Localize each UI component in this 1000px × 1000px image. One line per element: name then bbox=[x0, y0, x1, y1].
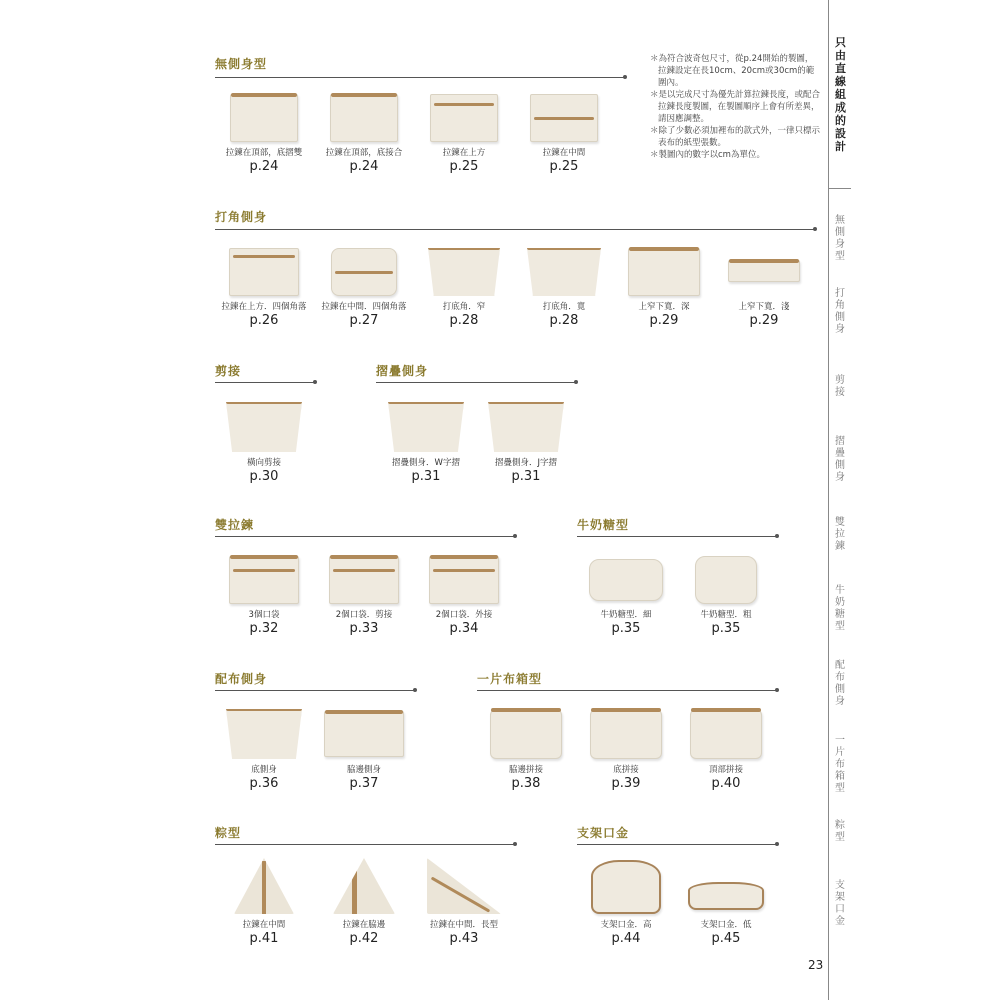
section-folded-gusset bbox=[376, 362, 428, 379]
pouch-image bbox=[329, 556, 399, 604]
item-page[interactable]: p.45 bbox=[711, 931, 741, 946]
item-card[interactable] bbox=[581, 556, 671, 636]
item-page[interactable]: p.43 bbox=[449, 931, 479, 946]
pouch-image bbox=[330, 94, 398, 142]
side-tab-7[interactable]: 配布側身 bbox=[835, 660, 845, 707]
pouch-image bbox=[527, 248, 601, 296]
item-caption: 支架口金．高 bbox=[600, 920, 652, 930]
item-page[interactable]: p.30 bbox=[249, 469, 279, 484]
pouch-image bbox=[628, 248, 700, 296]
item-card[interactable] bbox=[581, 709, 671, 791]
section-title: 牛奶糖型 bbox=[577, 518, 630, 532]
item-page[interactable]: p.42 bbox=[349, 931, 379, 946]
item-page[interactable]: p.26 bbox=[249, 313, 279, 328]
note-4: ＊製圖內的數字以cm為單位。 bbox=[650, 150, 765, 160]
item-page[interactable]: p.24 bbox=[249, 159, 279, 174]
item-caption: 脇邊側身 bbox=[346, 765, 381, 775]
item-card[interactable] bbox=[219, 709, 309, 791]
note-2: ＊是以完成尺寸為優先計算拉鍊長度，或配合拉鍊長度製圖，在製圖順序上會有所差異，請因應調整。 bbox=[650, 90, 821, 124]
pouch-image bbox=[695, 556, 757, 604]
pouch-image-wrap bbox=[728, 248, 800, 296]
item-card[interactable] bbox=[219, 402, 309, 484]
side-tab-8[interactable]: 一片布箱型 bbox=[835, 735, 845, 794]
item-card[interactable] bbox=[419, 858, 509, 946]
item-card[interactable] bbox=[219, 94, 309, 174]
side-tab-4[interactable]: 摺疊側身 bbox=[835, 436, 845, 483]
item-card[interactable] bbox=[681, 556, 771, 636]
item-card[interactable] bbox=[381, 402, 471, 484]
section-rule bbox=[577, 844, 777, 845]
item-page[interactable]: p.27 bbox=[349, 313, 379, 328]
item-card[interactable] bbox=[419, 556, 509, 636]
section-title: 粽型 bbox=[215, 826, 242, 840]
item-page[interactable]: p.35 bbox=[711, 621, 741, 636]
note-3: ＊除了少數必須加裡布的款式外，一律只標示表布的紙型張數。 bbox=[650, 126, 821, 148]
item-card[interactable] bbox=[319, 709, 409, 791]
section-title: 無側身型 bbox=[215, 57, 268, 71]
item-caption: 打底角．窄 bbox=[442, 302, 486, 312]
item-caption: 底拼接 bbox=[613, 765, 639, 775]
item-page[interactable]: p.37 bbox=[349, 776, 379, 791]
section-rule bbox=[215, 536, 515, 537]
item-card[interactable] bbox=[219, 248, 309, 328]
item-page[interactable]: p.39 bbox=[611, 776, 641, 791]
item-caption: 3個口袋 bbox=[248, 610, 280, 620]
item-page[interactable]: p.24 bbox=[349, 159, 379, 174]
item-card[interactable] bbox=[319, 556, 409, 636]
section-title: 剪接 bbox=[215, 364, 242, 378]
item-page[interactable]: p.29 bbox=[749, 313, 779, 328]
pouch-image bbox=[229, 556, 299, 604]
item-card[interactable] bbox=[219, 858, 309, 946]
item-card[interactable] bbox=[319, 858, 409, 946]
pouch-image bbox=[226, 709, 302, 759]
item-caption: 摺疊側身．W字摺 bbox=[392, 458, 460, 468]
item-caption: 拉鍊在頂部，底接合 bbox=[325, 148, 403, 158]
section-title: 雙拉鍊 bbox=[215, 518, 255, 532]
item-card[interactable] bbox=[619, 248, 709, 328]
pouch-image bbox=[230, 94, 298, 142]
section-frame-purse bbox=[577, 824, 629, 841]
section-rule bbox=[577, 536, 777, 537]
section-contrast-gusset bbox=[215, 670, 267, 687]
item-card[interactable] bbox=[681, 709, 771, 791]
side-tab-2[interactable]: 打角側身 bbox=[835, 288, 845, 335]
item-card[interactable] bbox=[519, 94, 609, 174]
item-card[interactable] bbox=[419, 94, 509, 174]
item-page[interactable]: p.33 bbox=[349, 621, 379, 636]
pouch-image bbox=[388, 402, 464, 452]
item-caption: 摺疊側身．J字摺 bbox=[494, 458, 557, 468]
item-page[interactable]: p.29 bbox=[649, 313, 679, 328]
item-page[interactable]: p.40 bbox=[711, 776, 741, 791]
vertical-chapter-title: 只由直線組成的設計 bbox=[835, 36, 846, 153]
note-1: ＊為符合波奇包尺寸，從p.24開始的製圖，拉鍊設定在長10cm、20cm或30cm的範圍內。 bbox=[650, 54, 815, 88]
item-caption: 脇邊拼接 bbox=[508, 765, 543, 775]
side-tab-1[interactable]: 無側身型 bbox=[835, 215, 845, 262]
pouch-image bbox=[428, 248, 500, 296]
pouch-image bbox=[333, 858, 395, 914]
section-caramel-type bbox=[577, 516, 629, 533]
sidebar-divider bbox=[828, 0, 829, 1000]
side-tab-10[interactable]: 支架口金 bbox=[835, 880, 845, 927]
section-title: 摺疊側身 bbox=[376, 364, 429, 378]
item-page[interactable]: p.38 bbox=[511, 776, 541, 791]
item-caption: 拉鍊在上方．四個角落 bbox=[221, 302, 307, 312]
item-page[interactable]: p.44 bbox=[611, 931, 641, 946]
section-tetra-type bbox=[215, 824, 241, 841]
section-title: 支架口金 bbox=[577, 826, 630, 840]
item-card[interactable] bbox=[519, 248, 609, 328]
item-caption: 2個口袋．外接 bbox=[435, 610, 493, 620]
item-caption: 拉鍊在中間．長型 bbox=[429, 920, 498, 930]
section-title: 一片布箱型 bbox=[477, 672, 543, 686]
section-no-gusset bbox=[215, 55, 267, 72]
item-card[interactable] bbox=[719, 248, 809, 328]
pouch-image bbox=[427, 858, 501, 914]
section-rule bbox=[376, 382, 576, 383]
section-rule bbox=[477, 690, 777, 691]
pouch-image bbox=[234, 858, 294, 914]
item-page[interactable]: p.28 bbox=[549, 313, 579, 328]
item-page[interactable]: p.36 bbox=[249, 776, 279, 791]
pouch-image bbox=[530, 94, 598, 142]
section-rule bbox=[215, 382, 315, 383]
item-caption: 上窄下寬．深 bbox=[638, 302, 690, 312]
section-rule bbox=[215, 229, 815, 230]
notes-block bbox=[650, 53, 820, 161]
pouch-image bbox=[589, 559, 663, 601]
side-tab-6[interactable]: 牛奶糖型 bbox=[835, 585, 845, 632]
item-page[interactable]: p.25 bbox=[549, 159, 579, 174]
item-page[interactable]: p.32 bbox=[249, 621, 279, 636]
item-caption: 上窄下寬．淺 bbox=[738, 302, 790, 312]
pouch-image bbox=[229, 248, 299, 296]
pouch-image bbox=[324, 711, 404, 757]
item-caption: 牛奶糖型．細 bbox=[600, 610, 652, 620]
item-page[interactable]: p.41 bbox=[249, 931, 279, 946]
item-card[interactable] bbox=[481, 402, 571, 484]
item-caption: 打底角．寬 bbox=[542, 302, 586, 312]
item-caption: 拉鍊在脇邊 bbox=[342, 920, 386, 930]
pouch-image bbox=[430, 94, 498, 142]
item-page[interactable]: p.28 bbox=[449, 313, 479, 328]
item-page[interactable]: p.35 bbox=[611, 621, 641, 636]
section-double-zipper bbox=[215, 516, 254, 533]
section-title: 打角側身 bbox=[215, 210, 268, 224]
item-caption: 拉鍊在中間 bbox=[242, 920, 286, 930]
pouch-image bbox=[331, 248, 397, 296]
item-page[interactable]: p.31 bbox=[511, 469, 541, 484]
section-panel-seam bbox=[215, 362, 241, 379]
section-boxed-corners bbox=[215, 208, 267, 225]
item-caption: 拉鍊在上方 bbox=[442, 148, 486, 158]
item-card[interactable] bbox=[319, 248, 409, 328]
item-caption: 支架口金．低 bbox=[700, 920, 752, 930]
item-caption: 底側身 bbox=[251, 765, 277, 775]
section-rule bbox=[215, 690, 415, 691]
item-card[interactable] bbox=[481, 709, 571, 791]
pouch-image bbox=[226, 402, 302, 452]
side-tab-5[interactable]: 雙拉鍊 bbox=[835, 517, 845, 552]
pouch-image bbox=[591, 860, 661, 914]
item-card[interactable] bbox=[219, 556, 309, 636]
pouch-image bbox=[429, 556, 499, 604]
page-number: 23 bbox=[808, 958, 824, 972]
item-page[interactable]: p.31 bbox=[411, 469, 441, 484]
item-page[interactable]: p.34 bbox=[449, 621, 479, 636]
item-caption: 橫向剪接 bbox=[246, 458, 281, 468]
pouch-image bbox=[490, 709, 562, 759]
section-rule bbox=[215, 844, 515, 845]
section-rule bbox=[215, 77, 625, 78]
item-caption: 拉鍊在頂部，底摺雙 bbox=[225, 148, 303, 158]
item-caption: 拉鍊在中間 bbox=[542, 148, 586, 158]
pouch-image bbox=[488, 402, 564, 452]
section-one-piece-box bbox=[477, 670, 542, 687]
item-card[interactable] bbox=[581, 858, 671, 946]
pouch-image bbox=[590, 709, 662, 759]
item-caption: 拉鍊在中間．四個角落 bbox=[321, 302, 407, 312]
item-page[interactable]: p.25 bbox=[449, 159, 479, 174]
section-title: 配布側身 bbox=[215, 672, 268, 686]
item-card[interactable] bbox=[681, 858, 771, 946]
item-caption: 牛奶糖型．粗 bbox=[700, 610, 752, 620]
pouch-image bbox=[690, 709, 762, 759]
item-card[interactable] bbox=[419, 248, 509, 328]
pouch-image bbox=[688, 882, 764, 910]
pouch-image-wrap bbox=[686, 858, 766, 914]
item-caption: 頂部拼接 bbox=[708, 765, 743, 775]
chapter-title-rule bbox=[829, 188, 851, 189]
item-card[interactable] bbox=[319, 94, 409, 174]
pouch-image bbox=[728, 260, 800, 282]
item-caption: 2個口袋．剪接 bbox=[335, 610, 393, 620]
side-tab-9[interactable]: 粽型 bbox=[835, 820, 845, 843]
side-tab-3[interactable]: 剪接 bbox=[835, 375, 845, 398]
